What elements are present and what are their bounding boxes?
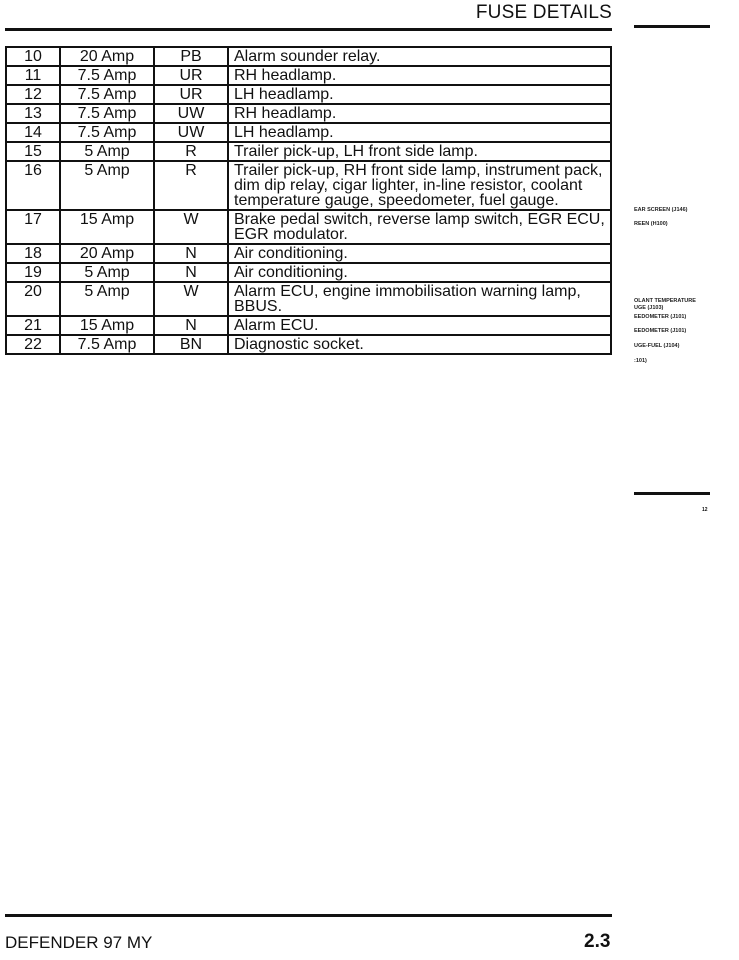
wire-colour: N: [154, 244, 228, 263]
wire-colour: R: [154, 142, 228, 161]
fuse-rating: 15 Amp: [60, 316, 154, 335]
fuse-number: 18: [6, 244, 60, 263]
table-row: [6, 263, 611, 282]
table-row: [6, 47, 611, 66]
table-row: [6, 142, 611, 161]
fuse-rating: 7.5 Amp: [60, 104, 154, 123]
header-divider: [5, 28, 612, 31]
wire-colour: BN: [154, 335, 228, 354]
fuse-description: Air conditioning.: [228, 263, 611, 282]
table-row: [6, 316, 611, 335]
fuse-description: Brake pedal switch, reverse lamp switch, EGR ECU, EGR modulator.: [228, 210, 611, 244]
fuse-number: 15: [6, 142, 60, 161]
fuse-description: Trailer pick-up, RH front side lamp, instrument pack, dim dip relay, cigar lighter, in-line resistor, coolant temperature gauge, speedometer, fuel gauge.: [228, 161, 611, 210]
fuse-description: Alarm sounder relay.: [228, 47, 611, 66]
fuse-number: 12: [6, 85, 60, 104]
side-label: EEDOMETER (J101): [634, 314, 687, 320]
fuse-rating: 20 Amp: [60, 244, 154, 263]
fuse-number: 19: [6, 263, 60, 282]
fuse-description: RH headlamp.: [228, 66, 611, 85]
wire-colour: N: [154, 316, 228, 335]
fuse-description: Alarm ECU.: [228, 316, 611, 335]
wire-colour: UR: [154, 66, 228, 85]
side-label: EAR SCREEN (J146): [634, 207, 688, 213]
table-row: [6, 210, 611, 244]
fuse-rating: 5 Amp: [60, 263, 154, 282]
wire-colour: W: [154, 210, 228, 244]
footer-divider: [5, 914, 612, 917]
fuse-description: Air conditioning.: [228, 244, 611, 263]
fuse-rating: 7.5 Amp: [60, 335, 154, 354]
side-label: OLANT TEMPERATURE: [634, 298, 696, 304]
fuse-table: [5, 46, 612, 355]
fuse-rating: 5 Amp: [60, 282, 154, 316]
footer-model: DEFENDER 97 MY: [5, 933, 153, 952]
side-panel-top-rule: [634, 25, 710, 28]
wire-colour: PB: [154, 47, 228, 66]
fuse-description: Trailer pick-up, LH front side lamp.: [228, 142, 611, 161]
fuse-description: Diagnostic socket.: [228, 335, 611, 354]
fuse-description: LH headlamp.: [228, 123, 611, 142]
fuse-rating: 5 Amp: [60, 161, 154, 210]
table-row: [6, 123, 611, 142]
wire-colour: N: [154, 263, 228, 282]
fuse-description: Alarm ECU, engine immobilisation warning lamp, BBUS.: [228, 282, 611, 316]
fuse-rating: 5 Amp: [60, 142, 154, 161]
fuse-rating: 20 Amp: [60, 47, 154, 66]
fuse-number: 16: [6, 161, 60, 210]
table-row: [6, 282, 611, 316]
side-label: :101): [634, 358, 647, 364]
page-title: FUSE DETAILS: [475, 2, 612, 23]
wire-colour: UR: [154, 85, 228, 104]
fuse-rating: 15 Amp: [60, 210, 154, 244]
wire-colour: UW: [154, 123, 228, 142]
fuse-rating: 7.5 Amp: [60, 123, 154, 142]
fuse-number: 22: [6, 335, 60, 354]
side-label: EEDOMETER (J101): [634, 328, 687, 334]
fuse-rating: 7.5 Amp: [60, 85, 154, 104]
fuse-description: RH headlamp.: [228, 104, 611, 123]
fuse-number: 14: [6, 123, 60, 142]
table-row: [6, 244, 611, 263]
side-panel-bottom-rule: [634, 492, 710, 495]
side-label: UGE (J103): [634, 305, 664, 311]
table-row: [6, 104, 611, 123]
table-row: [6, 161, 611, 210]
fuse-number: 21: [6, 316, 60, 335]
fuse-description: LH headlamp.: [228, 85, 611, 104]
fuse-number: 17: [6, 210, 60, 244]
fuse-number: 13: [6, 104, 60, 123]
wire-colour: W: [154, 282, 228, 316]
table-row: [6, 335, 611, 354]
side-page-ref: 12: [702, 507, 708, 513]
table-row: [6, 66, 611, 85]
fuse-number: 10: [6, 47, 60, 66]
page-number: 2.3: [584, 931, 611, 952]
fuse-number: 11: [6, 66, 60, 85]
fuse-number: 20: [6, 282, 60, 316]
fuse-rating: 7.5 Amp: [60, 66, 154, 85]
wire-colour: R: [154, 161, 228, 210]
table-row: [6, 85, 611, 104]
wire-colour: UW: [154, 104, 228, 123]
side-label: REEN (H100): [634, 221, 668, 227]
side-label: UGE-FUEL (J104): [634, 343, 680, 349]
